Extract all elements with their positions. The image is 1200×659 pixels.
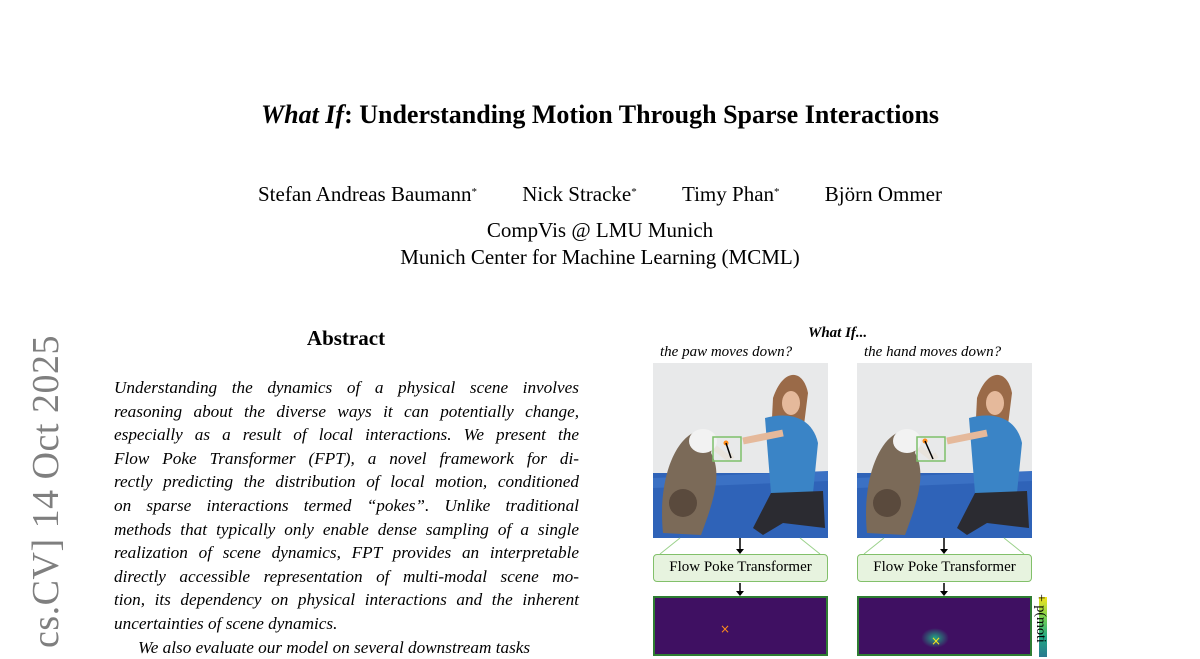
- abstract-line: on sparse interactions termed “pokes”. Unlike traditional: [114, 495, 579, 515]
- abstract-line: rectly predicting the distribution of local motion, conditioned: [114, 472, 579, 492]
- arxiv-stamp: cs.CV] 14 Oct 2025: [25, 335, 67, 648]
- left-caption: the paw moves down?: [660, 344, 793, 360]
- colorbar-label: + p(moti: [1033, 594, 1048, 643]
- abstract-line: especially as a result of local interactions. We present the: [114, 425, 579, 445]
- title-rest: : Understanding Motion Through Sparse Interactions: [344, 100, 940, 129]
- abstract-line: methods that typically only enable dense sampling of a single: [114, 519, 579, 539]
- motion-heatmap-right: [857, 596, 1032, 656]
- dog-photo-left: [653, 363, 828, 538]
- author-2: Nick Stracke*: [522, 182, 637, 206]
- abstract-line: directly accessible representation of multi-modal scene mo-: [114, 566, 579, 586]
- teaser-figure: [640, 322, 1080, 648]
- abstract-line: Understanding the dynamics of a physical scene involves: [114, 378, 579, 397]
- author-1: Stefan Andreas Baumann*: [258, 182, 477, 206]
- abstract-line: reasoning about the diverse ways it can potentially change,: [114, 401, 579, 421]
- abstract-line: Flow Poke Transformer (FPT), a novel framework for di-: [114, 448, 579, 468]
- abstract-line: We also evaluate our model on several downstream tasks: [138, 637, 531, 657]
- title-italic: What If: [260, 100, 345, 129]
- abstract-line: uncertainties of scene dynamics.: [114, 613, 338, 633]
- dog-photo-right: [857, 363, 1032, 538]
- flow-poke-transformer-box-left: Flow Poke Transformer: [653, 554, 828, 582]
- motion-heatmap-left: [653, 596, 828, 656]
- affiliation-2: Munich Center for Machine Learning (MCML): [400, 245, 800, 269]
- abstract-heading: Abstract: [306, 326, 386, 350]
- poke-marker-icon: ×: [720, 622, 731, 636]
- affiliation-1: CompVis @ LMU Munich: [486, 218, 714, 242]
- paper-title: [0, 98, 1200, 132]
- right-caption: the hand moves down?: [864, 344, 1002, 360]
- author-list: [0, 178, 1200, 208]
- flow-poke-transformer-box-right: Flow Poke Transformer: [857, 554, 1032, 582]
- author-3: Timy Phan*: [682, 182, 780, 206]
- abstract-line: tion, its dependency on physical interactions and the inherent: [114, 590, 579, 610]
- poke-marker-icon: ×: [931, 634, 942, 648]
- figure-heading: What If...: [808, 325, 868, 341]
- author-4: Björn Ommer: [824, 182, 942, 206]
- abstract-body: [114, 376, 579, 659]
- abstract-line: realization of scene dynamics, FPT provides an interpretable: [114, 543, 579, 563]
